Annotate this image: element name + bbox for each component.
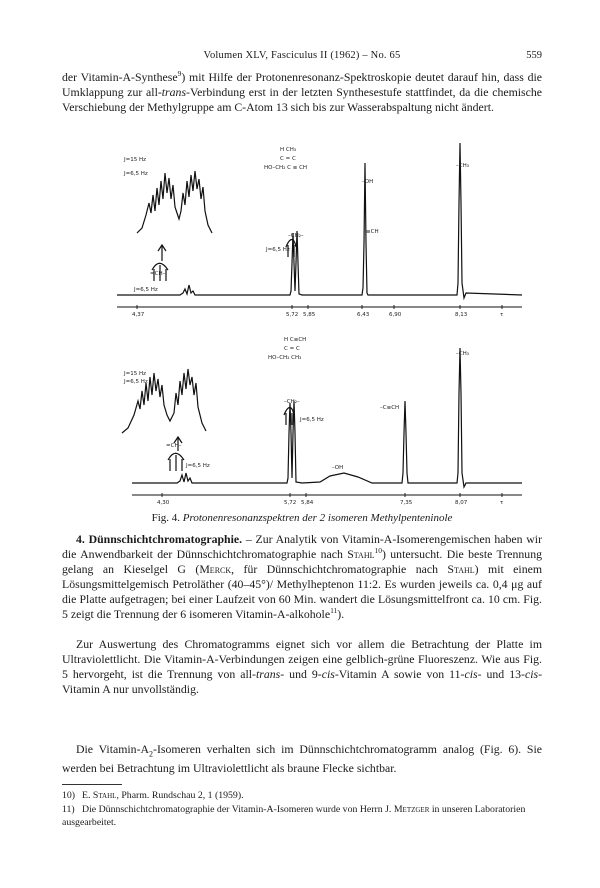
bottom-j65b-label: J=6,5 Hz <box>300 417 324 423</box>
top-struct-2: C = C <box>280 156 296 162</box>
running-title: Volumen XLV, Fasciculus II (1962) – No. 65 <box>203 50 401 61</box>
top-struct-3: HO–CH₂ C ≡ CH <box>264 165 308 171</box>
top-axis-tick: 5,72 <box>286 312 299 318</box>
footnote-ref-9: 9 <box>177 69 182 79</box>
footnote-10: 10) E. Stahl, Pharm. Rundschau 2, 1 (1959). <box>62 790 244 801</box>
top-j65-label: J=6,5 Hz <box>134 287 158 293</box>
top-axis <box>117 305 522 309</box>
footnote-rule <box>62 784 122 785</box>
bottom-axis <box>132 493 522 497</box>
top-ch-right-label: ≡CH <box>366 229 379 235</box>
footnote-ref-10: 10 <box>374 546 382 556</box>
bottom-axis-tick: 5,72 <box>284 500 297 506</box>
top-axis-tau: τ <box>500 312 504 318</box>
paragraph-2: 4. Dünnschichtchromatographie. – Zur Analytik von Vitamin-A-Isomerengemischen haben wir die Anwendbarkeit der Dünnschichtchromatographie nach Stahl$^{10}$) untersucht. Die beste Trennung gelang an Kieselgel G (Merck, für Dünnschichtchromatographie nach Stahl) mit einem Lösungsmittelgemisch Petroläther (40–45°)/ Methylheptenon 11:2. Es wurden jeweils ca. 0,4 μg auf die Platte aufgetragen; bei einer Laufzeit von 60 Min. wandert die Lösungsmittelfront ca. 10 cm. Fig. 5 zeigt die Trennung der 6 isomeren Vitamin-A-alkohole$^{11}$). <box>62 532 543 622</box>
bottom-ch2-label: –CH₂– <box>284 399 300 405</box>
top-oh-label: –OH <box>362 179 374 185</box>
bottom-oh-label: –OH <box>332 465 344 471</box>
top-j6-label: J=6,5 Hz <box>124 171 148 177</box>
footnote-ref-11: 11 <box>330 606 338 616</box>
caption-label: Fig. 4. <box>151 512 181 524</box>
top-ch-label: =CH– <box>150 271 166 277</box>
bottom-j65-label: J=6,5 Hz <box>186 463 210 469</box>
bottom-ch3-label: –CH₃ <box>456 351 469 357</box>
paragraph-4: Die Vitamin-$A_2$-Isomeren verhalten sich im Dünnschichtchromatogramm analog (Fig. 6). Sie werden bei Betrachtung im Ultraviolettlicht als braune Flecke sichtbar. <box>62 742 542 776</box>
bottom-axis-tick: 7,35 <box>400 500 413 506</box>
top-struct-1: H CH₃ <box>280 147 297 153</box>
bottom-axis-tick: 4,30 <box>157 500 170 506</box>
bottom-axis-tau: τ <box>500 500 504 506</box>
page-number: 559 <box>526 50 542 61</box>
bottom-ch-triplet <box>168 453 184 471</box>
bottom-struct-3: HO–CH₂ CH₃ <box>268 355 302 361</box>
section-heading: 4. Dünnschichtchromatographie. <box>76 532 243 546</box>
bottom-struct-2: C = C <box>284 346 300 352</box>
top-axis-tick: 6,90 <box>389 312 402 318</box>
top-axis-tick: 4,37 <box>132 312 145 318</box>
top-ch2-label: –CH₂– <box>288 233 304 239</box>
caption-text: Protonenresonanzspektren der 2 isomeren Methylpenteninole <box>182 512 453 524</box>
nmr-figure <box>62 133 542 518</box>
top-labels <box>123 147 504 318</box>
top-vinyl-multiplet <box>137 171 212 233</box>
top-j15-label: J=15 Hz <box>124 157 146 163</box>
bottom-struct-1: H C≡CH <box>284 337 307 343</box>
paragraph-3: Zur Auswertung des Chromatogramms eignet sich vor allem die Betrachtung der Platte im Ultraviolettlicht. Die Vitamin-A-Verbindungen zeigen eine gelblich-grüne Fluoreszenz. Wie aus Fig. 5 hervorgeht, ist die Trennung von all-trans- und 9-cis-Vitamin A sowie von 11-cis- und 13-cis-Vitamin A nur unvollständig. <box>62 637 542 697</box>
top-j65b-label: J=6,5 Hz <box>266 247 290 253</box>
nmr-spectra-svg <box>62 133 542 518</box>
footnote-11: 11) Die Dünnschichtchromatographie der Vitamin-A-Isomeren wurde von Herrn J. Metzger in unseren Laboratorien ausgearbeitet. <box>62 804 526 828</box>
figure-caption <box>62 512 542 524</box>
top-axis-tick: 8,13 <box>455 312 468 318</box>
top-axis-tick: 5,85 <box>303 312 316 318</box>
bottom-j6-label: J=6,5 Hz <box>124 379 148 385</box>
top-ch-inset <box>158 245 166 261</box>
bottom-axis-tick: 8,07 <box>455 500 468 506</box>
top-ch3-label: –CH₃ <box>456 163 469 169</box>
bottom-j15-label: J=15 Hz <box>124 371 146 377</box>
bottom-ch-label: =CH– <box>166 443 182 449</box>
bottom-ch-right-label: –C≡CH <box>380 405 400 411</box>
running-header <box>62 50 542 64</box>
paragraph-1: der Vitamin-A-Synthese$^9$) mit Hilfe der Protonenresonanz-Spektroskopie deutet darauf hin, dass die Umklappung zur all-trans-Verbindung erst in der letzten Synthesestufe stattfindet, da die chemische Verschiebung der Methylgruppe am C-Atom 13 sich bis zur Wasserabspaltung nicht ändert. <box>62 69 542 115</box>
bottom-axis-tick: 5,84 <box>301 500 314 506</box>
top-axis-tick: 6,43 <box>357 312 370 318</box>
